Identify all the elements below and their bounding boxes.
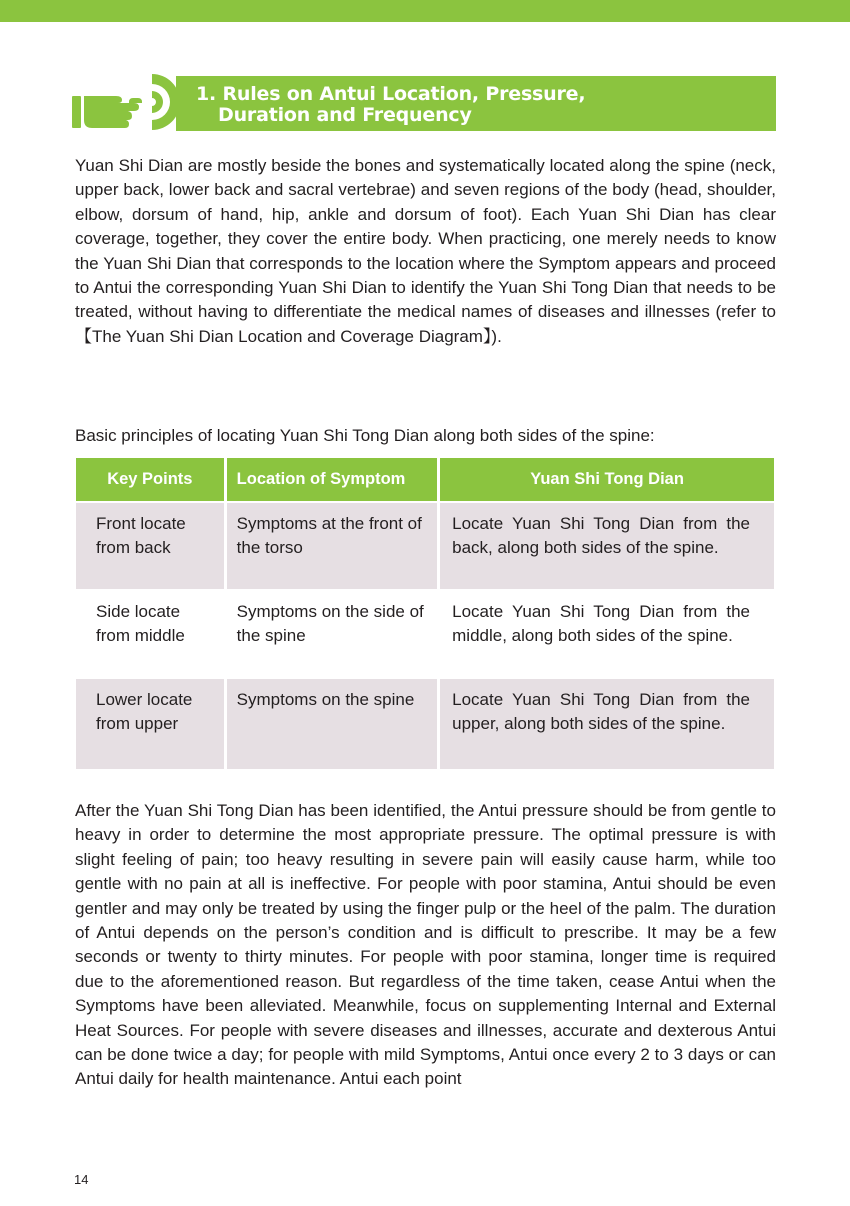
principles-lead-paragraph: Basic principles of locating Yuan Shi Tong Dian along both sides of the spine: [75, 426, 655, 445]
section-heading-bar [176, 76, 776, 131]
table-row [76, 591, 774, 677]
top-accent-bar [0, 0, 850, 22]
table-row [76, 679, 774, 769]
symptom-location-cell: Symptoms on the spine [227, 679, 437, 769]
table-row [76, 503, 774, 589]
tong-dian-cell: Locate Yuan Shi Tong Dian from the back, along both sides of the spine. [440, 503, 774, 589]
principles-table [73, 456, 777, 771]
symptom-location-cell: Symptoms at the front of the torso [227, 503, 437, 589]
table-header-row [76, 458, 774, 501]
symptom-location-cell: Symptoms on the side of the spine [227, 591, 437, 677]
tong-dian-cell: Locate Yuan Shi Tong Dian from the middle, along both sides of the spine. [440, 591, 774, 677]
header-location-of-symptom: Location of Symptom [227, 458, 437, 501]
header-yuan-shi-tong-dian: Yuan Shi Tong Dian [440, 458, 774, 501]
header-key-points: Key Points [76, 458, 224, 501]
key-point-cell: Lower locate from upper [76, 679, 224, 769]
section-number: 1. [196, 83, 217, 105]
section-title-line-2: Duration and Frequency [218, 104, 472, 126]
section-title-line-1: Rules on Antui Location, Pressure, [222, 83, 586, 105]
intro-paragraph: Yuan Shi Dian are mostly beside the bones and systematically located along the spine (neck, upper back, lower back and sacral vertebrae) and seven regions of the body (head, shoulder, elbow, dorsum of hand, hip, ankle and dorsum of foot). Each Yuan Shi Dian has clear coverage, together, they cover the entire body. When practicing, one merely needs to know the Yuan Shi Dian that corresponds to the location where the Symptom appears and proceed to Antui the corresponding Yuan Shi Dian to identify the Yuan Shi Tong Dian that needs to be treated, without having to differentiate the medical names of diseases and illnesses (refer to【The Yuan Shi Dian Location and Coverage Diagram】). [75, 156, 776, 346]
pressure-duration-paragraph: After the Yuan Shi Tong Dian has been identified, the Antui pressure should be from gentle to heavy in order to determine the most appropriate pressure. The optimal pressure is with slight feeling of pain; too heavy resulting in severe pain will easily cause harm, while too gentle with no pain at all is ineffective. For people with poor stamina, Antui should be even gentler and may only be treated by using the finger pulp or the heel of the palm. The duration of Antui depends on the person’s condition and is difficult to prescribe. It may be a few seconds or twenty to thirty minutes. For people with poor stamina, longer time is required due to the aforementioned reason. But regardless of the time taken, cease Antui when the Symptoms have been alleviated. Meanwhile, focus on supplementing Internal and External Heat Sources. For people with severe diseases and illnesses, accurate and dexterous Antui can be done twice a day; for people with mild Symptoms, Antui once every 2 to 3 days or can Antui daily for health maintenance. Antui each point [75, 801, 776, 1089]
section-heading [196, 84, 756, 126]
key-point-cell: Front locate from back [76, 503, 224, 589]
tong-dian-cell: Locate Yuan Shi Tong Dian from the upper, along both sides of the spine. [440, 679, 774, 769]
pointing-hand-target-icon [72, 70, 182, 134]
key-point-cell: Side locate from middle [76, 591, 224, 677]
page-number: 14 [74, 1172, 89, 1187]
